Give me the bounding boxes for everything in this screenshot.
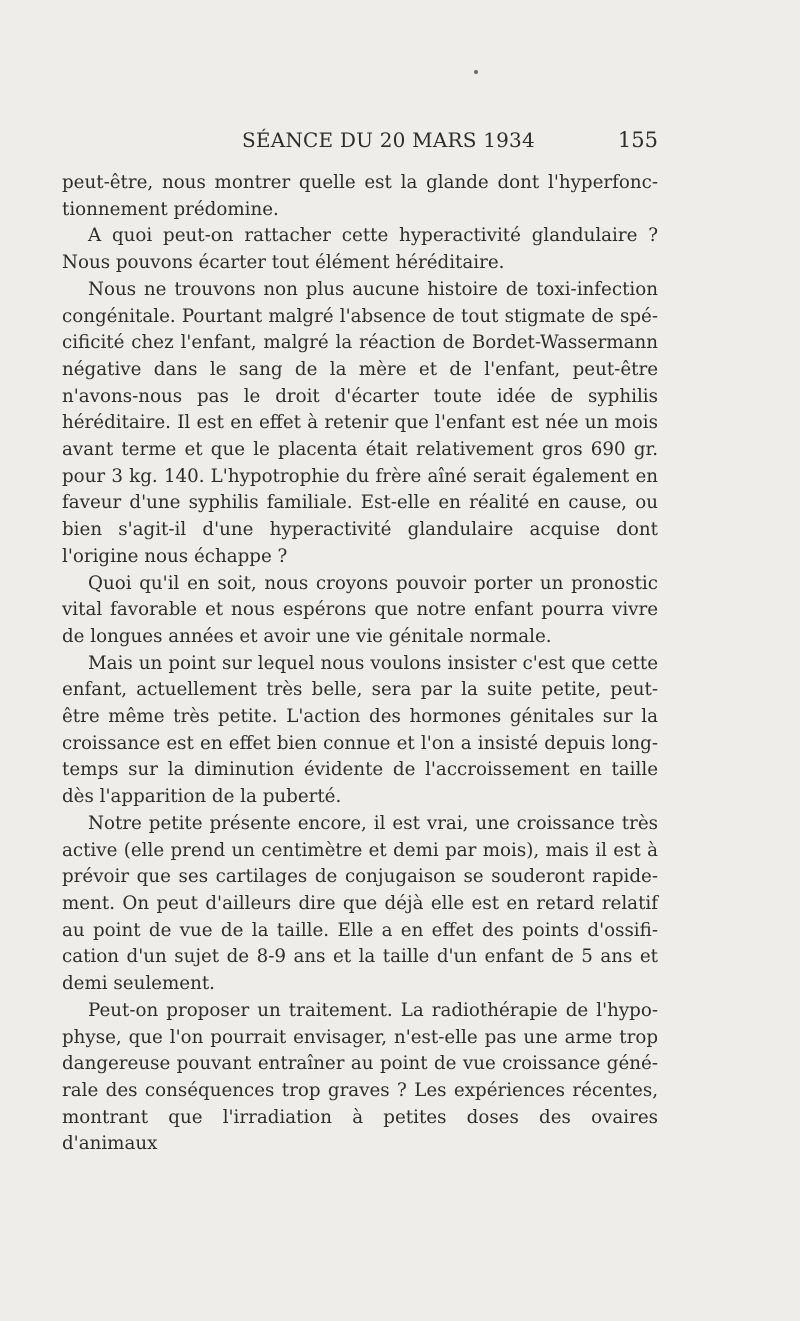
paragraph-5: Mais un point sur lequel nous voulons insister c'est que cette enfant, actuellement très belle, sera par la suite petite, peut-être même très petite. L'action des hormones génitales sur la croissance est en effet bien connue et l'on a insisté depuis long-temps sur la diminution évidente de l'accroissement en taille dès l'apparition de la puberté. [62, 652, 658, 808]
body-text [62, 170, 658, 1158]
paragraph-3: Nous ne trouvons non plus aucune histoire de toxi-infection congénitale. Pourtant malgré l'absence de tout stigmate de spé-cificité chez l'enfant, malgré la réaction de Bordet-Wassermann négative dans le sang de la mère et de l'enfant, peut-être n'avons-nous pas le droit d'écarter toute idée de syphilis héréditaire. Il est en effet à retenir que l'enfant est née un mois avant terme et que le placenta était relativement gros 690 gr. pour 3 kg. 140. L'hypotrophie du frère aîné serait également en faveur d'une syphilis familiale. Est-elle en réalité en cause, ou bien s'agit-il d'une hyperactivité glandulaire acquise dont l'origine nous échappe ? [62, 278, 658, 567]
page-header [62, 128, 658, 158]
page-speck [474, 70, 478, 74]
running-head: SÉANCE DU 20 MARS 1934 [242, 128, 535, 152]
page-number: 155 [617, 128, 658, 152]
paragraph-6: Notre petite présente encore, il est vrai, une croissance très active (elle prend un centimètre et demi par mois), mais il est à prévoir que ses cartilages de conjugaison se souderont rapide-ment. On peut d'ailleurs dire que déjà elle est en retard relatif au point de vue de la taille. Elle a en effet des points d'ossifi-cation d'un sujet de 8-9 ans et la taille d'un enfant de 5 ans et demi seulement. [62, 812, 658, 995]
paragraph-7: Peut-on proposer un traitement. La radiothérapie de l'hypo-physe, que l'on pourrait envisager, n'est-elle pas une arme trop dangereuse pouvant entraîner au point de vue croissance géné-rale des conséquences trop graves ? Les expériences récentes, montrant que l'irradiation à petites doses des ovaires d'animaux [62, 999, 658, 1155]
paragraph-4: Quoi qu'il en soit, nous croyons pouvoir porter un pronostic vital favorable et nous espérons que notre enfant pourra vivre de longues années et avoir une vie génitale normale. [62, 572, 658, 647]
paragraph-1: peut-être, nous montrer quelle est la glande dont l'hyperfonc-tionnement prédomine. [62, 172, 658, 220]
paragraph-2: A quoi peut-on rattacher cette hyperactivité glandulaire ? Nous pouvons écarter tout élément héréditaire. [62, 225, 658, 274]
